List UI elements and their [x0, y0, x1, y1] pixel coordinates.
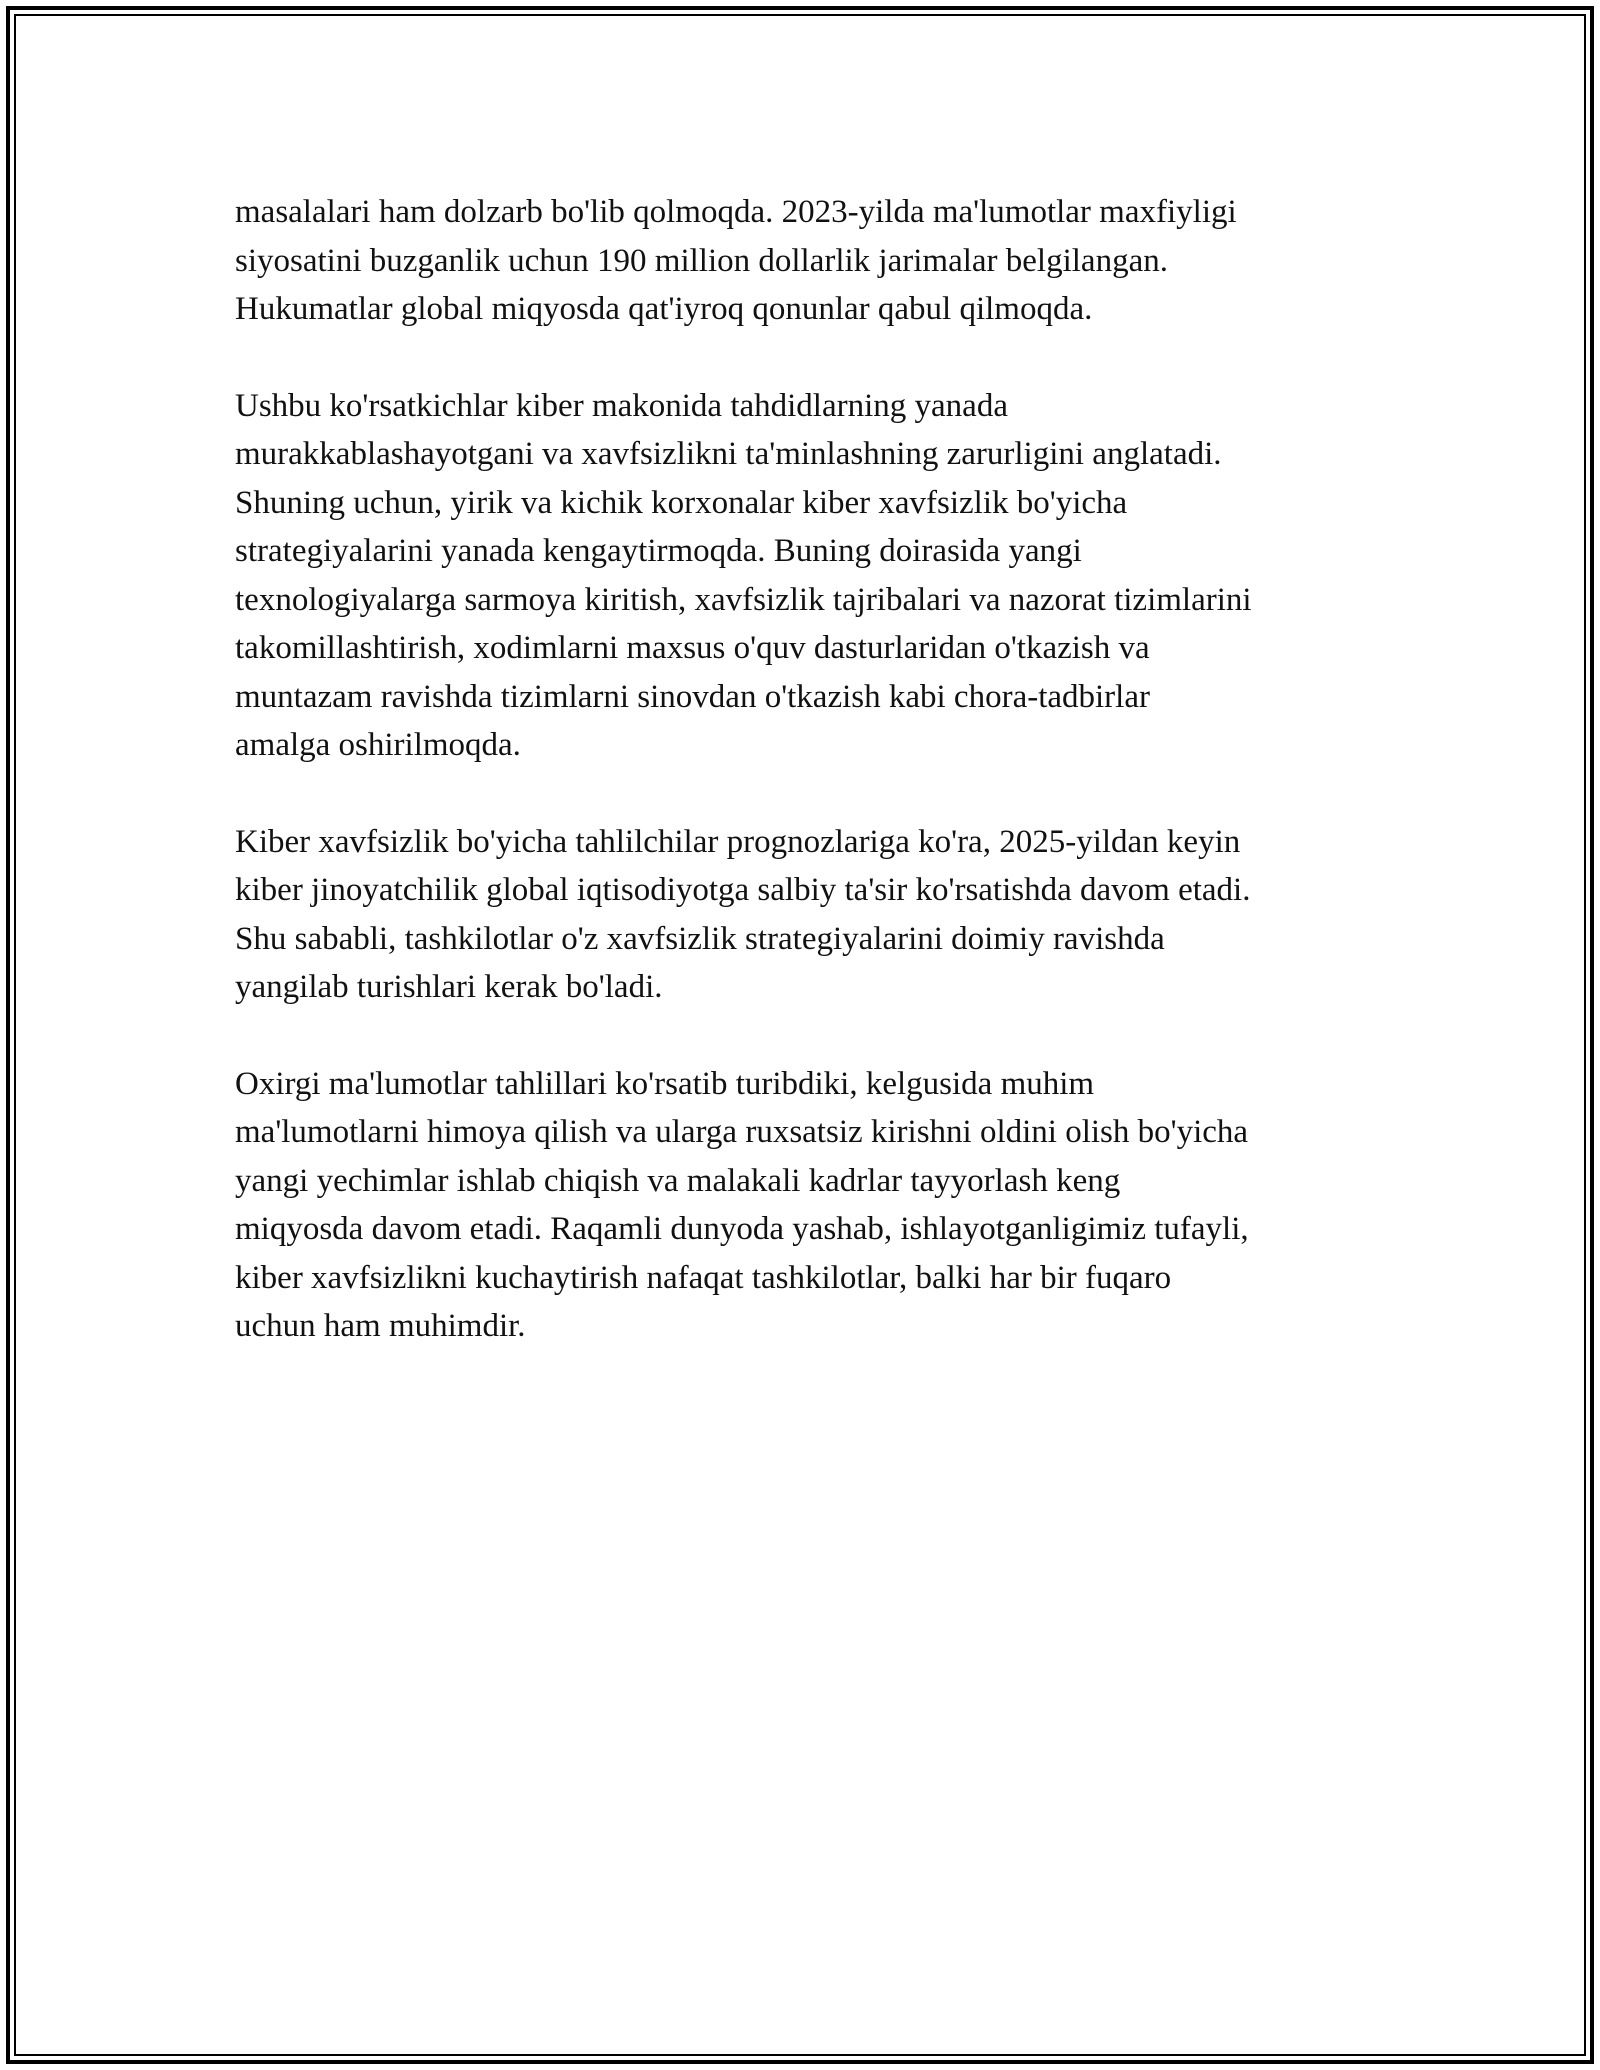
text-line: yangi yechimlar ishlab chiqish va malakali kadrlar tayyorlash keng	[235, 1162, 1121, 1199]
text-line: masalalari ham dolzarb bo'lib qolmoqda. 2023-yilda ma'lumotlar maxfiyligi	[235, 194, 1237, 230]
text-line: texnologiyalarga sarmoya kiritish, xavfsizlik tajribalari va nazorat tizimlarini	[235, 581, 1252, 618]
text-line: kiber jinoyatchilik global iqtisodiyotga salbiy ta'sir ko'rsatishda davom etadi.	[235, 872, 1251, 908]
text-line: murakkablashayotgani va xavfsizlikni ta'minlashning zarurligini anglatadi.	[235, 436, 1222, 472]
text-line: Hukumatlar global miqyosda qat'iyroq qonunlar qabul qilmoqda.	[235, 291, 1093, 327]
paragraph-2	[235, 382, 1385, 770]
text-line: takomillashtirish, xodimlarni maxsus o'quv dasturlaridan o'tkazish va	[235, 630, 1150, 666]
text-line: strategiyalarini yanada kengaytirmoqda. Buning doirasida yangi	[235, 533, 1082, 569]
document-body	[235, 188, 1385, 1399]
text-line: yangilab turishlari kerak bo'ladi.	[235, 969, 663, 1005]
text-line: miqyosda davom etadi. Raqamli dunyoda yashab, ishlayotganligimiz tufayli,	[235, 1211, 1249, 1247]
paragraph-1	[235, 188, 1385, 334]
text-line: Shu sababli, tashkilotlar o'z xavfsizlik strategiyalarini doimiy ravishda	[235, 920, 1165, 957]
text-line: ma'lumotlarni himoya qilish va ularga ruxsatsiz kirishni oldini olish bo'yicha	[235, 1114, 1249, 1150]
paragraph-3	[235, 818, 1385, 1012]
text-line: muntazam ravishda tizimlarni sinovdan o'tkazish kabi chora-tadbirlar	[235, 678, 1150, 715]
text-line: Kiber xavfsizlik bo'yicha tahlilchilar prognozlariga ko'ra, 2025-yildan keyin	[235, 823, 1241, 860]
text-line: siyosatini buzganlik uchun 190 million dollarlik jarimalar belgilangan.	[235, 242, 1168, 279]
text-line: Shuning uchun, yirik va kichik korxonalar kiber xavfsizlik bo'yicha	[235, 484, 1128, 521]
text-line: uchun ham muhimdir.	[235, 1308, 526, 1344]
text-line: amalga oshirilmoqda.	[235, 727, 521, 763]
text-line: kiber xavfsizlikni kuchaytirish nafaqat tashkilotlar, balki har bir fuqaro	[235, 1259, 1172, 1296]
paragraph-4	[235, 1060, 1385, 1351]
text-line: Ushbu ko'rsatkichlar kiber makonida tahdidlarning yanada	[235, 387, 1008, 424]
text-line: Oxirgi ma'lumotlar tahlillari ko'rsatib turibdiki, kelgusida muhim	[235, 1065, 1095, 1102]
